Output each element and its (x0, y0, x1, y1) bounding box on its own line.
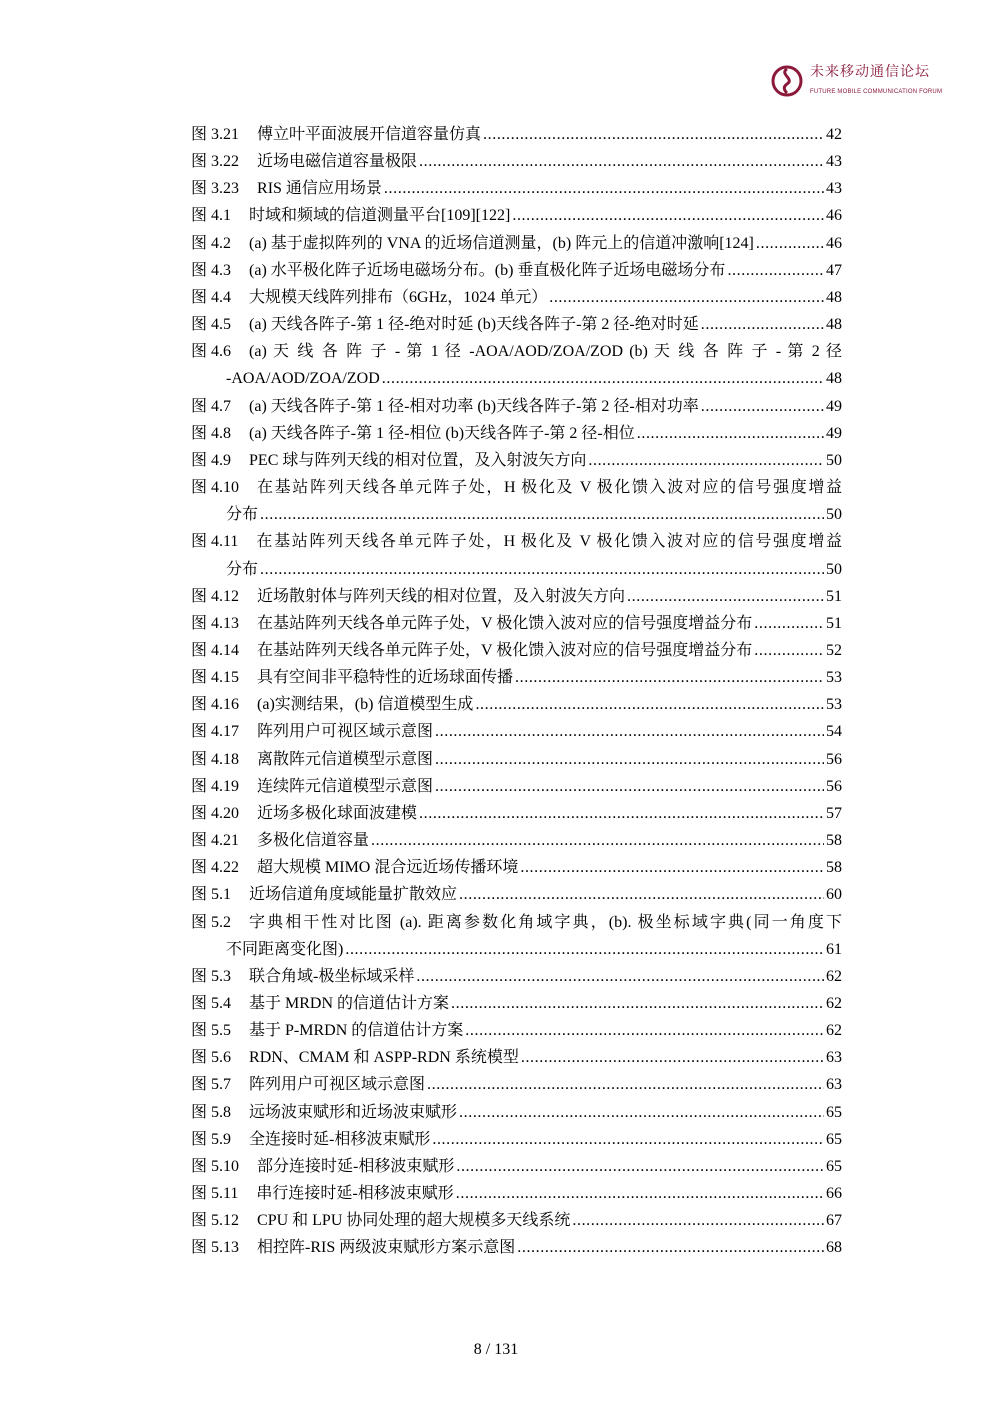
toc-entry[interactable] (191, 202, 842, 229)
list-of-figures (191, 121, 842, 1262)
page-ref: 51 (826, 587, 842, 605)
figure-label: 图 4.22 (191, 859, 240, 877)
dot-leader (483, 121, 824, 148)
figure-title: 近场散射体与阵列天线的相对位置，及入射波矢方向 (257, 587, 626, 605)
page-ref: 50 (826, 451, 842, 469)
toc-entry[interactable] (191, 610, 842, 637)
figure-label: 图 4.18 (191, 750, 240, 768)
page-ref: 65 (826, 1157, 842, 1175)
figure-label: 图 4.4 (191, 288, 232, 306)
toc-entry-line[interactable] (191, 338, 842, 365)
figure-title: (a) 天线各阵子-第 1 径-相对功率 (b)天线各阵子-第 2 径-相对功率 (249, 397, 699, 415)
page-ref: 65 (826, 1103, 842, 1121)
dot-leader (754, 610, 824, 637)
page-ref: 53 (826, 669, 842, 687)
toc-entry[interactable] (191, 718, 842, 745)
figure-title: 在基站阵列天线各单元阵子处，H 极化及 V 极化馈入波对应的信号强度增益 (257, 479, 842, 497)
figure-title: 近场多极化球面波建模 (257, 804, 418, 822)
toc-entry[interactable] (191, 963, 842, 990)
toc-entry[interactable] (191, 1234, 842, 1261)
figure-label: 图 5.12 (191, 1212, 240, 1230)
figure-label: 图 4.19 (191, 777, 240, 795)
figure-title: (a) 天线各阵子-第 1 径-相位 (b)天线各阵子-第 2 径-相位 (249, 424, 635, 442)
dot-leader (459, 1099, 824, 1126)
figure-title-continuation: 分布 (226, 560, 259, 578)
toc-entry[interactable] (191, 773, 842, 800)
toc-entry[interactable] (191, 420, 842, 447)
figure-label: 图 5.1 (191, 886, 232, 904)
page-ref: 57 (826, 804, 842, 822)
page-ref: 62 (826, 967, 842, 985)
dot-leader (427, 1071, 824, 1098)
dot-leader (435, 718, 824, 745)
figure-label: 图 4.14 (191, 641, 240, 659)
page-ref: 47 (826, 261, 842, 279)
dot-leader (520, 854, 824, 881)
figure-label: 图 4.21 (191, 832, 240, 850)
dot-leader (701, 393, 824, 420)
figure-title: 远场波束赋形和近场波束赋形 (249, 1103, 458, 1121)
figure-label: 图 5.7 (191, 1076, 232, 1094)
dot-leader (382, 365, 824, 392)
figure-title: PEC 球与阵列天线的相对位置，及入射波矢方向 (249, 451, 587, 469)
dot-leader (727, 257, 824, 284)
dot-leader (419, 148, 824, 175)
toc-entry-continuation (191, 501, 842, 528)
page-ref: 43 (826, 153, 842, 171)
dot-leader (521, 1044, 824, 1071)
page-ref: 63 (826, 1049, 842, 1067)
dot-leader (384, 175, 824, 202)
page-ref: 66 (826, 1185, 842, 1203)
figure-title: (a) 水平极化阵子近场电磁场分布。(b) 垂直极化阵子近场电磁场分布 (249, 261, 726, 279)
figure-title: 连续阵元信道模型示意图 (257, 777, 434, 795)
dot-leader (260, 501, 824, 528)
dot-leader (456, 1180, 824, 1207)
dot-leader (637, 420, 824, 447)
figure-title: RIS 通信应用场景 (257, 180, 382, 198)
figure-label: 图 4.17 (191, 723, 240, 741)
figure-title: 联合角域-极坐标域采样 (249, 967, 415, 985)
dot-leader (465, 1017, 824, 1044)
dot-leader (435, 746, 824, 773)
figure-title: 基于 MRDN 的信道估计方案 (249, 995, 450, 1012)
page-ref: 67 (826, 1212, 842, 1230)
dot-leader (515, 664, 824, 691)
page-ref: 58 (826, 832, 842, 850)
page-ref: 60 (826, 886, 842, 904)
dot-leader (572, 1207, 824, 1234)
figure-label: 图 4.16 (191, 696, 240, 714)
figure-label: 图 4.7 (191, 397, 232, 415)
figure-title: 在基站阵列天线各单元阵子处，V 极化馈入波对应的信号强度增益分布 (257, 614, 753, 632)
dot-leader (756, 230, 824, 257)
figure-title: 全连接时延-相移波束赋形 (249, 1130, 431, 1148)
figure-title: 多极化信道容量 (257, 832, 370, 850)
toc-entry[interactable] (191, 1126, 842, 1153)
figure-label: 图 4.2 (191, 234, 232, 252)
dot-leader (419, 800, 824, 827)
figure-title: 离散阵元信道模型示意图 (257, 750, 434, 768)
dot-leader (416, 963, 824, 990)
dot-leader (432, 1126, 824, 1153)
forum-logo (770, 64, 950, 102)
page-ref: 56 (826, 777, 842, 795)
dot-leader (435, 773, 824, 800)
figure-label: 图 5.6 (191, 1049, 232, 1067)
figure-label: 图 5.11 (191, 1185, 239, 1203)
page-ref: 50 (826, 560, 842, 578)
toc-entry[interactable] (191, 990, 842, 1017)
figure-title: 傅立叶平面波展开信道容量仿真 (257, 126, 482, 143)
page-ref: 50 (826, 506, 842, 524)
dot-leader (512, 202, 824, 229)
figure-label: 图 3.23 (191, 180, 240, 198)
dot-leader (459, 881, 824, 908)
figure-title: 串行连接时延-相移波束赋形 (256, 1185, 454, 1203)
toc-entry[interactable] (191, 148, 842, 175)
figure-title: 近场信道角度域能量扩散效应 (249, 886, 458, 904)
dot-leader (371, 827, 824, 854)
toc-entry[interactable] (191, 311, 842, 338)
page-ref: 56 (826, 750, 842, 768)
toc-entry[interactable] (191, 1207, 842, 1234)
figure-label: 图 4.5 (191, 316, 232, 334)
figure-title: 超大规模 MIMO 混合远近场传播环境 (257, 859, 519, 877)
page-ref: 48 (826, 316, 842, 334)
figure-title: 基于 P-MRDN 的信道估计方案 (249, 1022, 464, 1040)
figure-label: 图 5.4 (191, 995, 232, 1012)
page-ref: 54 (826, 723, 842, 741)
figure-title: 时域和频域的信道测量平台[109][122] (249, 207, 511, 225)
figure-label: 图 4.13 (191, 614, 240, 632)
page-ref: 49 (826, 397, 842, 415)
page-ref: 52 (826, 641, 842, 659)
toc-entry[interactable] (191, 854, 842, 881)
figure-label: 图 5.5 (191, 1022, 232, 1040)
dot-leader (260, 556, 824, 583)
page-number: 8 / 131 (473, 1341, 519, 1358)
page-ref: 48 (826, 370, 842, 388)
toc-entry[interactable] (191, 664, 842, 691)
page-ref: 49 (826, 424, 842, 442)
toc-entry-line[interactable] (191, 474, 842, 501)
figure-label: 图 4.8 (191, 424, 232, 442)
figure-title: 字典相干性对比图 (a). 距离参数化角域字典，(b). 极坐标域字典(同一角度下 (249, 913, 842, 931)
dot-leader (456, 1153, 824, 1180)
figure-title: 阵列用户可视区域示意图 (257, 723, 434, 741)
figure-label: 图 5.9 (191, 1130, 232, 1148)
toc-entry-line[interactable] (191, 528, 842, 555)
toc-entry[interactable] (191, 175, 842, 202)
toc-entry[interactable] (191, 1153, 842, 1180)
logo-text-en: FUTURE MOBILE COMMUNICATION FORUM (810, 89, 943, 95)
figure-title: 部分连接时延-相移波束赋形 (257, 1157, 455, 1175)
figure-label: 图 4.11 (191, 533, 239, 551)
dot-leader (451, 990, 824, 1017)
dot-leader (549, 284, 824, 311)
toc-entry[interactable] (191, 284, 842, 311)
figure-label: 图 4.9 (191, 451, 232, 469)
forum-logo-icon (770, 64, 804, 98)
figure-label: 图 5.10 (191, 1157, 240, 1175)
figure-label: 图 5.3 (191, 967, 232, 985)
toc-entry[interactable] (191, 881, 842, 908)
figure-label: 图 3.22 (191, 153, 240, 171)
page-ref: 65 (826, 1130, 842, 1148)
toc-entry-continuation (191, 936, 842, 963)
toc-entry[interactable] (191, 1071, 842, 1098)
figure-title: 大规模天线阵列排布（6GHz，1024 单元） (249, 288, 548, 306)
figure-label: 图 4.20 (191, 804, 240, 822)
toc-entry[interactable] (191, 121, 842, 148)
figure-label: 图 4.1 (191, 207, 232, 225)
page-ref: 58 (826, 859, 842, 877)
toc-entry[interactable] (191, 1180, 842, 1207)
page-ref: 51 (826, 614, 842, 632)
figure-title: 近场电磁信道容量极限 (257, 153, 418, 171)
figure-label: 图 5.8 (191, 1103, 232, 1121)
figure-label: 图 5.2 (191, 913, 232, 931)
toc-entry[interactable] (191, 1044, 842, 1071)
toc-entry[interactable] (191, 691, 842, 718)
page-ref: 46 (826, 207, 842, 225)
figure-title: (a) 天 线 各 阵 子 - 第 1 径 -AOA/AOD/ZOA/ZOD (b) 天 线 各 阵 子 - 第 2 径 (249, 343, 842, 361)
figure-title-continuation: 分布 (226, 506, 259, 524)
page-ref: 42 (826, 126, 842, 143)
figure-label: 图 4.15 (191, 669, 240, 687)
toc-entry[interactable] (191, 1017, 842, 1044)
figure-title: 在基站阵列天线各单元阵子处，V 极化馈入波对应的信号强度增益分布 (257, 641, 753, 659)
page-ref: 48 (826, 288, 842, 306)
toc-entry[interactable] (191, 230, 842, 257)
logo-text-cn: 未来移动通信论坛 (810, 65, 930, 80)
dot-leader (345, 936, 824, 963)
toc-entry[interactable] (191, 393, 842, 420)
page-ref: 46 (826, 234, 842, 252)
toc-entry[interactable] (191, 827, 842, 854)
figure-title-continuation: -AOA/AOD/ZOA/ZOD (226, 370, 380, 388)
toc-entry[interactable] (191, 746, 842, 773)
figure-label: 图 3.21 (191, 126, 240, 143)
figure-title: 具有空间非平稳特性的近场球面传播 (257, 669, 514, 687)
figure-title: (a) 基于虚拟阵列的 VNA 的近场信道测量，(b) 阵元上的信道冲激响[124] (249, 234, 754, 252)
page-ref: 61 (826, 940, 842, 958)
toc-entry[interactable] (191, 800, 842, 827)
figure-title: (a)实测结果，(b) 信道模型生成 (257, 696, 474, 714)
figure-title: RDN、CMAM 和 ASPP-RDN 系统模型 (249, 1049, 519, 1067)
figure-title: 在基站阵列天线各单元阵子处，H 极化及 V 极化馈入波对应的信号强度增益 (256, 533, 842, 551)
page-ref: 62 (826, 1022, 842, 1040)
toc-entry-continuation (191, 365, 842, 392)
figure-title: 相控阵-RIS 两级波束赋形方案示意图 (257, 1239, 516, 1257)
page-ref: 53 (826, 696, 842, 714)
toc-entry[interactable] (191, 447, 842, 474)
dot-leader (627, 583, 824, 610)
dot-leader (754, 637, 824, 664)
page-ref: 62 (826, 995, 842, 1012)
page-ref: 43 (826, 180, 842, 198)
dot-leader (701, 311, 824, 338)
toc-entry[interactable] (191, 583, 842, 610)
figure-label: 图 5.13 (191, 1239, 240, 1257)
figure-title-continuation: 不同距离变化图) (226, 940, 344, 958)
figure-title: (a) 天线各阵子-第 1 径-绝对时延 (b)天线各阵子-第 2 径-绝对时延 (249, 316, 699, 334)
dot-leader (475, 691, 824, 718)
toc-entry[interactable] (191, 257, 842, 284)
toc-entry-line[interactable] (191, 909, 842, 936)
toc-entry-continuation (191, 556, 842, 583)
dot-leader (588, 447, 824, 474)
toc-entry[interactable] (191, 637, 842, 664)
dot-leader (517, 1234, 824, 1261)
figure-label: 图 4.6 (191, 343, 232, 361)
figure-title: 阵列用户可视区域示意图 (249, 1076, 426, 1094)
page-ref: 68 (826, 1239, 842, 1257)
figure-title: CPU 和 LPU 协同处理的超大规模多天线系统 (257, 1212, 571, 1230)
figure-label: 图 4.12 (191, 587, 240, 605)
figure-label: 图 4.3 (191, 261, 232, 279)
toc-entry[interactable] (191, 1099, 842, 1126)
figure-label: 图 4.10 (191, 479, 240, 497)
page-ref: 63 (826, 1076, 842, 1094)
